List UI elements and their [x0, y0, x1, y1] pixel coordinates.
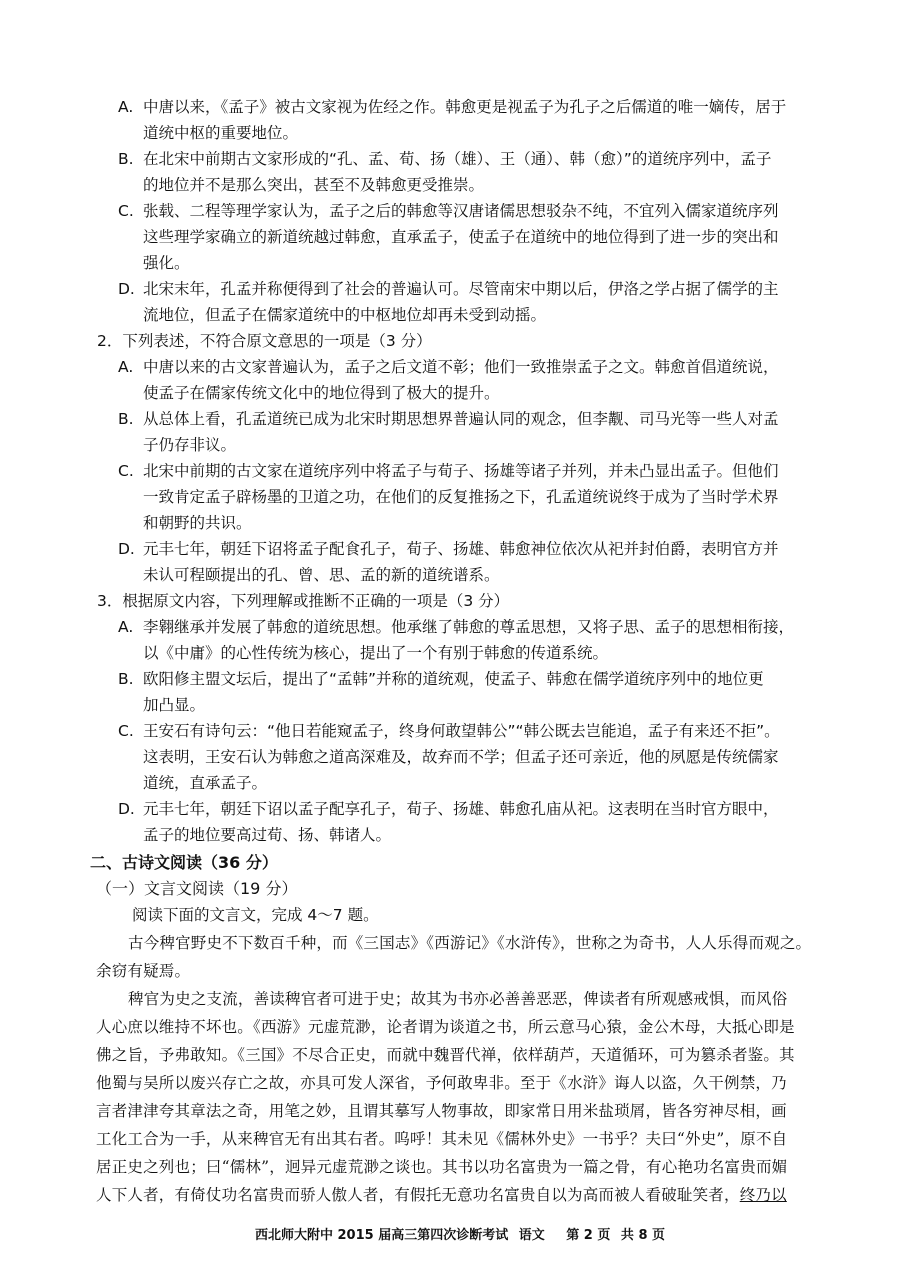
- q1-option-c-line-3: 强化。: [143, 254, 190, 272]
- q1-option-c-label: C.: [118, 202, 134, 220]
- q2-option-c-label: C.: [118, 462, 134, 480]
- passage-line-7: 言者津津夸其章法之奇，用笔之妙，且谓其摹写人物事故，即家常日用米盐琐屑，皆各穷神尽相，画: [96, 1102, 787, 1120]
- passage-line-6: 他蜀与吴所以废兴存亡之故，亦具可发人深省，予何敢卑非。至于《水浒》诲人以盗，久干例禁，乃: [96, 1074, 787, 1092]
- q2-option-a-label: A.: [118, 358, 134, 376]
- q2-option-d-line-1: 元丰七年，朝廷下诏将孟子配食孔子，荀子、扬雄、韩愈神位依次从祀并封伯爵，表明官方并: [143, 540, 779, 558]
- q1-option-d-line-1: 北宋末年，孔孟并称便得到了社会的普遍认可。尽管南宋中期以后，伊洛之学占据了儒学的主: [143, 280, 779, 298]
- q3-option-c-line-2: 这表明，王安石认为韩愈之道高深难及，故弃而不学；但孟子还可亲近，他的夙愿是传统儒家: [143, 748, 779, 766]
- q1-option-d-label: D.: [118, 280, 135, 298]
- q3-option-c-line-3: 道统，直承孟子。: [143, 774, 268, 792]
- q2-option-c-line-2: 一致肯定孟子辟杨墨的卫道之功，在他们的反复推扬之下，孔孟道统说终于成为了当时学术界: [143, 488, 779, 506]
- q3-option-b-label: B.: [118, 670, 134, 688]
- passage-line-3: 稗官为史之支流，善读稗官者可进于史；故其为书亦必善善恶恶，俾读者有所观感戒惧，而风俗: [128, 990, 788, 1008]
- q2-option-d-line-2: 未认可程颐提出的孔、曾、思、孟的新的道统谱系。: [143, 566, 500, 584]
- passage-line-1: 古今稗官野史不下数百千种，而《三国志》《西游记》《水浒传》，世称之为奇书，人人乐得而观之。: [128, 934, 812, 952]
- footer-subject: 语文: [518, 1228, 545, 1243]
- footer-total-pages: 共 8 页: [620, 1228, 666, 1243]
- passage-line-10-text: 人下人者，有倚仗功名富贵而骄人傲人者，有假托无意功名富贵自以为高而被人看破耻笑者，: [96, 1186, 740, 1204]
- q2-stem: 2．下列表述，不符合原文意思的一项是（3 分）: [97, 332, 432, 350]
- q3-option-b-line-1: 欧阳修主盟文坛后，提出了“孟韩”并称的道统观，使孟子、韩愈在儒学道统序列中的地位更: [143, 670, 764, 688]
- q2-option-a-line-1: 中唐以来的古文家普遍认为，孟子之后文道不彰；他们一致推崇孟子之文。韩愈首倡道统说，: [143, 358, 779, 376]
- q3-option-c-line-1: 王安石有诗句云：“他日若能窥孟子，终身何敢望韩公”“韩公既去岂能追，孟子有来还不拒”。: [143, 722, 780, 740]
- q1-option-c-line-2: 这些理学家确立的新道统越过韩愈，直承孟子，使孟子在道统中的地位得到了进一步的突出和: [143, 228, 779, 246]
- q1-option-a-line-2: 道统中枢的重要地位。: [143, 124, 299, 142]
- q1-option-a-line-1: 中唐以来，《孟子》被古文家视为佐经之作。韩愈更是视孟子为孔子之后儒道的唯一嫡传，居于: [143, 98, 787, 116]
- passage-line-10: [96, 1184, 787, 1206]
- passage-line-4: 人心庶以维持不坏也。《西游》元虚荒渺，论者谓为谈道之书，所云意马心猿，金公木母，大抵心即是: [96, 1018, 795, 1036]
- q3-option-a-label: A.: [118, 618, 134, 636]
- passage-line-9: 居正史之列也；曰“儒林”，迥异元虚荒渺之谈也。其书以功名富贵为一篇之骨，有心艳功名富贵而媚: [96, 1158, 788, 1176]
- q3-option-d-line-2: 孟子的地位要高过荀、扬、韩诸人。: [143, 826, 392, 844]
- q1-option-b-line-2: 的地位并不是那么突出，甚至不及韩愈更受推崇。: [143, 176, 485, 194]
- q2-option-b-line-1: 从总体上看，孔孟道统已成为北宋时期思想界普遍认同的观念，但李觏、司马光等一些人对孟: [143, 410, 779, 428]
- page-footer: [0, 1224, 920, 1243]
- q3-option-b-line-2: 加凸显。: [143, 696, 206, 714]
- q2-option-c-line-3: 和朝野的共识。: [143, 514, 252, 532]
- passage-underlined-tail: 终乃以: [739, 1186, 787, 1204]
- q2-option-d-label: D.: [118, 540, 135, 558]
- section-heading: 二、古诗文阅读（36 分）: [90, 853, 278, 872]
- reading-instruction: 阅读下面的文言文，完成 4～7 题。: [132, 906, 379, 924]
- q2-option-b-line-2: 子仍存非议。: [143, 436, 237, 454]
- q1-option-c-line-1: 张载、二程等理学家认为，孟子之后的韩愈等汉唐诸儒思想驳杂不纯，不宜列入儒家道统序列: [143, 202, 779, 220]
- q1-option-a-label: A.: [118, 98, 134, 116]
- q3-stem: 3．根据原文内容，下列理解或推断不正确的一项是（3 分）: [97, 592, 510, 610]
- q1-option-b-line-1: 在北宋中前期古文家形成的“孔、孟、荀、扬（雄）、王（通）、韩（愈）”的道统序列中，孟子: [143, 150, 772, 168]
- q2-option-c-line-1: 北宋中前期的古文家在道统序列中将孟子与荀子、扬雄等诸子并列，并未凸显出孟子。但他们: [143, 462, 779, 480]
- q1-option-b-label: B.: [118, 150, 134, 168]
- q3-option-d-label: D.: [118, 800, 135, 818]
- q2-option-b-label: B.: [118, 410, 134, 428]
- q3-option-d-line-1: 元丰七年，朝廷下诏以孟子配享孔子，荀子、扬雄、韩愈孔庙从祀。这表明在当时官方眼中，: [143, 800, 779, 818]
- passage-line-2: 余窃有疑焉。: [96, 962, 191, 980]
- q3-option-a-line-1: 李翱继承并发展了韩愈的道统思想。他承继了韩愈的尊孟思想，又将子思、孟子的思想相衔接，: [143, 618, 795, 636]
- footer-page-number: 第 2 页: [566, 1228, 611, 1243]
- q2-option-a-line-2: 使孟子在儒家传统文化中的地位得到了极大的提升。: [143, 384, 500, 402]
- q1-option-d-line-2: 流地位，但孟子在儒家道统中的中枢地位却再未受到动摇。: [143, 306, 547, 324]
- passage-line-5: 佛之旨，予弗敢知。《三国》不尽合正史，而就中魏晋代禅，依样葫芦，天道循环，可为篡杀者鉴。其: [96, 1046, 795, 1064]
- q3-option-a-line-2: 以《中庸》的心性传统为核心，提出了一个有别于韩愈的传道系统。: [143, 644, 609, 662]
- footer-exam-title: 西北师大附中 2015 届高三第四次诊断考试: [254, 1228, 509, 1243]
- subsection-heading: （一）文言文阅读（19 分）: [96, 879, 298, 898]
- q3-option-c-label: C.: [118, 722, 134, 740]
- passage-line-8: 工化工合为一手，从来稗官无有出其右者。呜呼！其未见《儒林外史》一书乎？夫曰“外史”，原不自: [96, 1130, 788, 1148]
